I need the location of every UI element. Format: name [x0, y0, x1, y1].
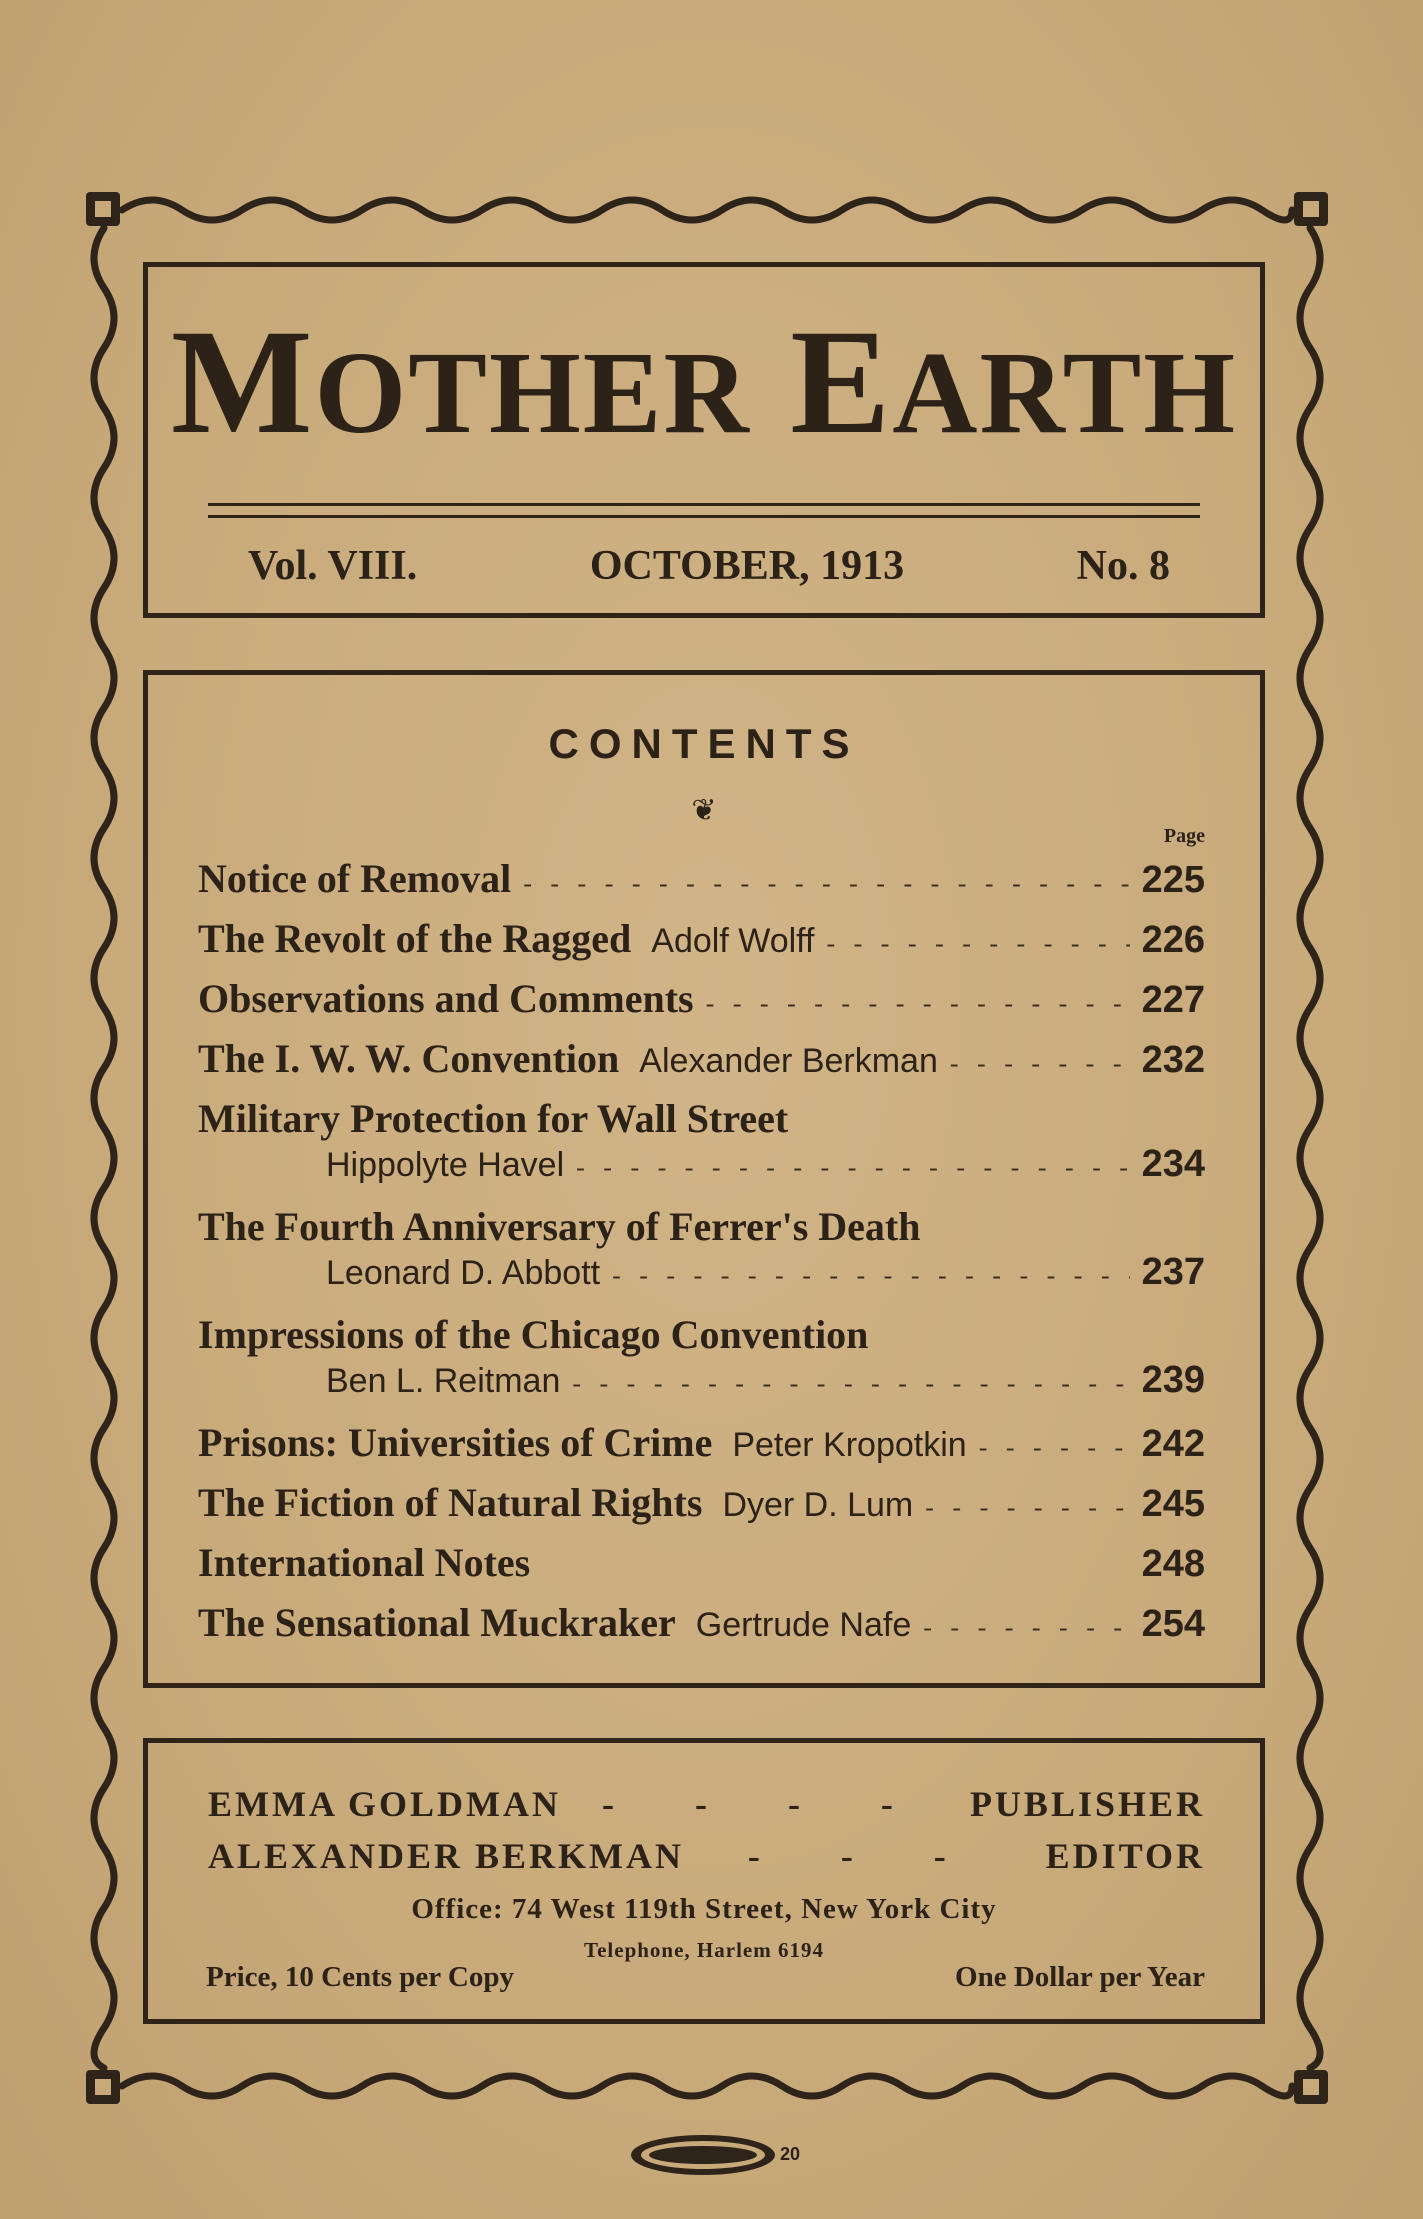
toc-entry — [198, 915, 1205, 975]
union-label-number: 20 — [780, 2144, 801, 2164]
toc-entry-page: 227 — [1141, 979, 1205, 1021]
price-line — [206, 1961, 1205, 1994]
toc-entry — [198, 1539, 1205, 1599]
toc-entry-page: 242 — [1141, 1423, 1205, 1465]
toc-entry-page: 254 — [1141, 1603, 1205, 1645]
toc-leader — [923, 1613, 1129, 1643]
toc-entry — [198, 1095, 1205, 1143]
toc-entry-title: The Fiction of Natural Rights — [198, 1480, 703, 1525]
table-of-contents — [198, 855, 1205, 1659]
toc-entry-page: 232 — [1141, 1039, 1205, 1081]
toc-entry — [198, 855, 1205, 915]
toc-entry — [198, 1203, 1205, 1251]
toc-entry — [198, 975, 1205, 1035]
price-per-copy: Price, 10 Cents per Copy — [206, 1961, 514, 1993]
toc-entry-title: Prisons: Universities of Crime — [198, 1420, 713, 1465]
toc-entry — [198, 1479, 1205, 1539]
toc-entry-subline — [198, 1143, 1205, 1203]
toc-entry-page: 248 — [1141, 1543, 1205, 1585]
toc-entry-title: Notice of Removal — [198, 856, 512, 901]
toc-leader — [523, 869, 1129, 899]
toc-entry — [198, 1035, 1205, 1095]
page-column-label: Page — [1163, 825, 1205, 847]
toc-entry-page: 237 — [1141, 1251, 1205, 1293]
toc-entry — [198, 1599, 1205, 1659]
toc-entry-author: Ben L. Reitman — [326, 1362, 561, 1400]
toc-leader — [612, 1261, 1130, 1291]
toc-entry-title: Observations and Comments — [198, 976, 694, 1021]
toc-leader — [572, 1369, 1129, 1399]
toc-entry-author: Dyer D. Lum — [722, 1486, 914, 1524]
masthead-rule-bottom — [208, 515, 1200, 518]
toc-entry-page: 245 — [1141, 1483, 1205, 1525]
volume-label: Vol. VIII. — [248, 543, 418, 589]
toc-entry-title: The I. W. W. Convention — [198, 1036, 620, 1081]
toc-entry-title: Military Protection for Wall Street — [198, 1096, 789, 1141]
editor-line — [208, 1835, 1205, 1877]
union-label — [628, 2132, 801, 2178]
toc-entry-author: Leonard D. Abbott — [326, 1254, 601, 1292]
toc-entry-subline — [198, 1359, 1205, 1419]
toc-entry-page: 225 — [1141, 859, 1205, 901]
toc-entry-page: 234 — [1141, 1143, 1205, 1185]
publisher-role: PUBLISHER — [969, 1784, 1205, 1824]
union-label-icon — [628, 2132, 778, 2178]
toc-entry-title: International Notes — [198, 1540, 531, 1585]
fleuron-ornament-icon: ❦ — [691, 794, 717, 827]
editor-name: ALEXANDER BERKMAN — [208, 1836, 685, 1876]
toc-entry-page: 226 — [1141, 919, 1205, 961]
publisher-leader: - - - - — [601, 1784, 929, 1824]
price-per-year: One Dollar per Year — [955, 1961, 1205, 1993]
masthead-word-earth: ARTH — [892, 327, 1238, 458]
publisher-box — [143, 1738, 1265, 2024]
office-address: Office: 74 West 119th Street, New York City — [411, 1893, 997, 1925]
toc-entry-author: Hippolyte Havel — [326, 1146, 565, 1184]
issue-info — [248, 542, 1170, 590]
toc-entry-title: The Fourth Anniversary of Ferrer's Death — [198, 1204, 921, 1249]
toc-entry-author: Peter Kropotkin — [732, 1426, 967, 1464]
toc-entry-author: Alexander Berkman — [639, 1042, 938, 1080]
toc-leader — [925, 1493, 1129, 1523]
toc-entry — [198, 1311, 1205, 1359]
toc-entry-page: 239 — [1141, 1359, 1205, 1401]
toc-entry-title: Impressions of the Chicago Convention — [198, 1312, 869, 1357]
masthead-word-mother: OTHER — [314, 327, 751, 458]
publisher-name: EMMA GOLDMAN — [208, 1784, 561, 1824]
masthead-initial-m: M — [170, 299, 315, 465]
masthead-box — [143, 262, 1265, 618]
publisher-line — [208, 1783, 1205, 1825]
masthead-initial-e: E — [790, 299, 893, 465]
toc-entry — [198, 1419, 1205, 1479]
contents-box — [143, 670, 1265, 1688]
editor-role: EDITOR — [1045, 1836, 1205, 1876]
masthead-rule-top — [208, 503, 1200, 506]
toc-leader — [706, 989, 1130, 1019]
toc-leader — [950, 1049, 1130, 1079]
contents-heading: CONTENTS — [548, 720, 860, 767]
toc-leader — [576, 1153, 1129, 1183]
editor-leader: - - - — [747, 1836, 982, 1876]
toc-entry-author: Gertrude Nafe — [695, 1606, 912, 1644]
issue-number: No. 8 — [1076, 543, 1170, 589]
masthead-title — [148, 299, 1260, 465]
toc-leader — [979, 1433, 1130, 1463]
toc-leader — [826, 929, 1129, 959]
toc-entry-title: The Revolt of the Ragged — [198, 916, 632, 961]
toc-entry-title: The Sensational Muckraker — [198, 1600, 676, 1645]
toc-entry-author: Adolf Wolff — [651, 922, 815, 960]
toc-entry-subline — [198, 1251, 1205, 1311]
telephone-number: Telephone, Harlem 6194 — [584, 1938, 824, 1962]
issue-date: OCTOBER, 1913 — [589, 543, 905, 589]
